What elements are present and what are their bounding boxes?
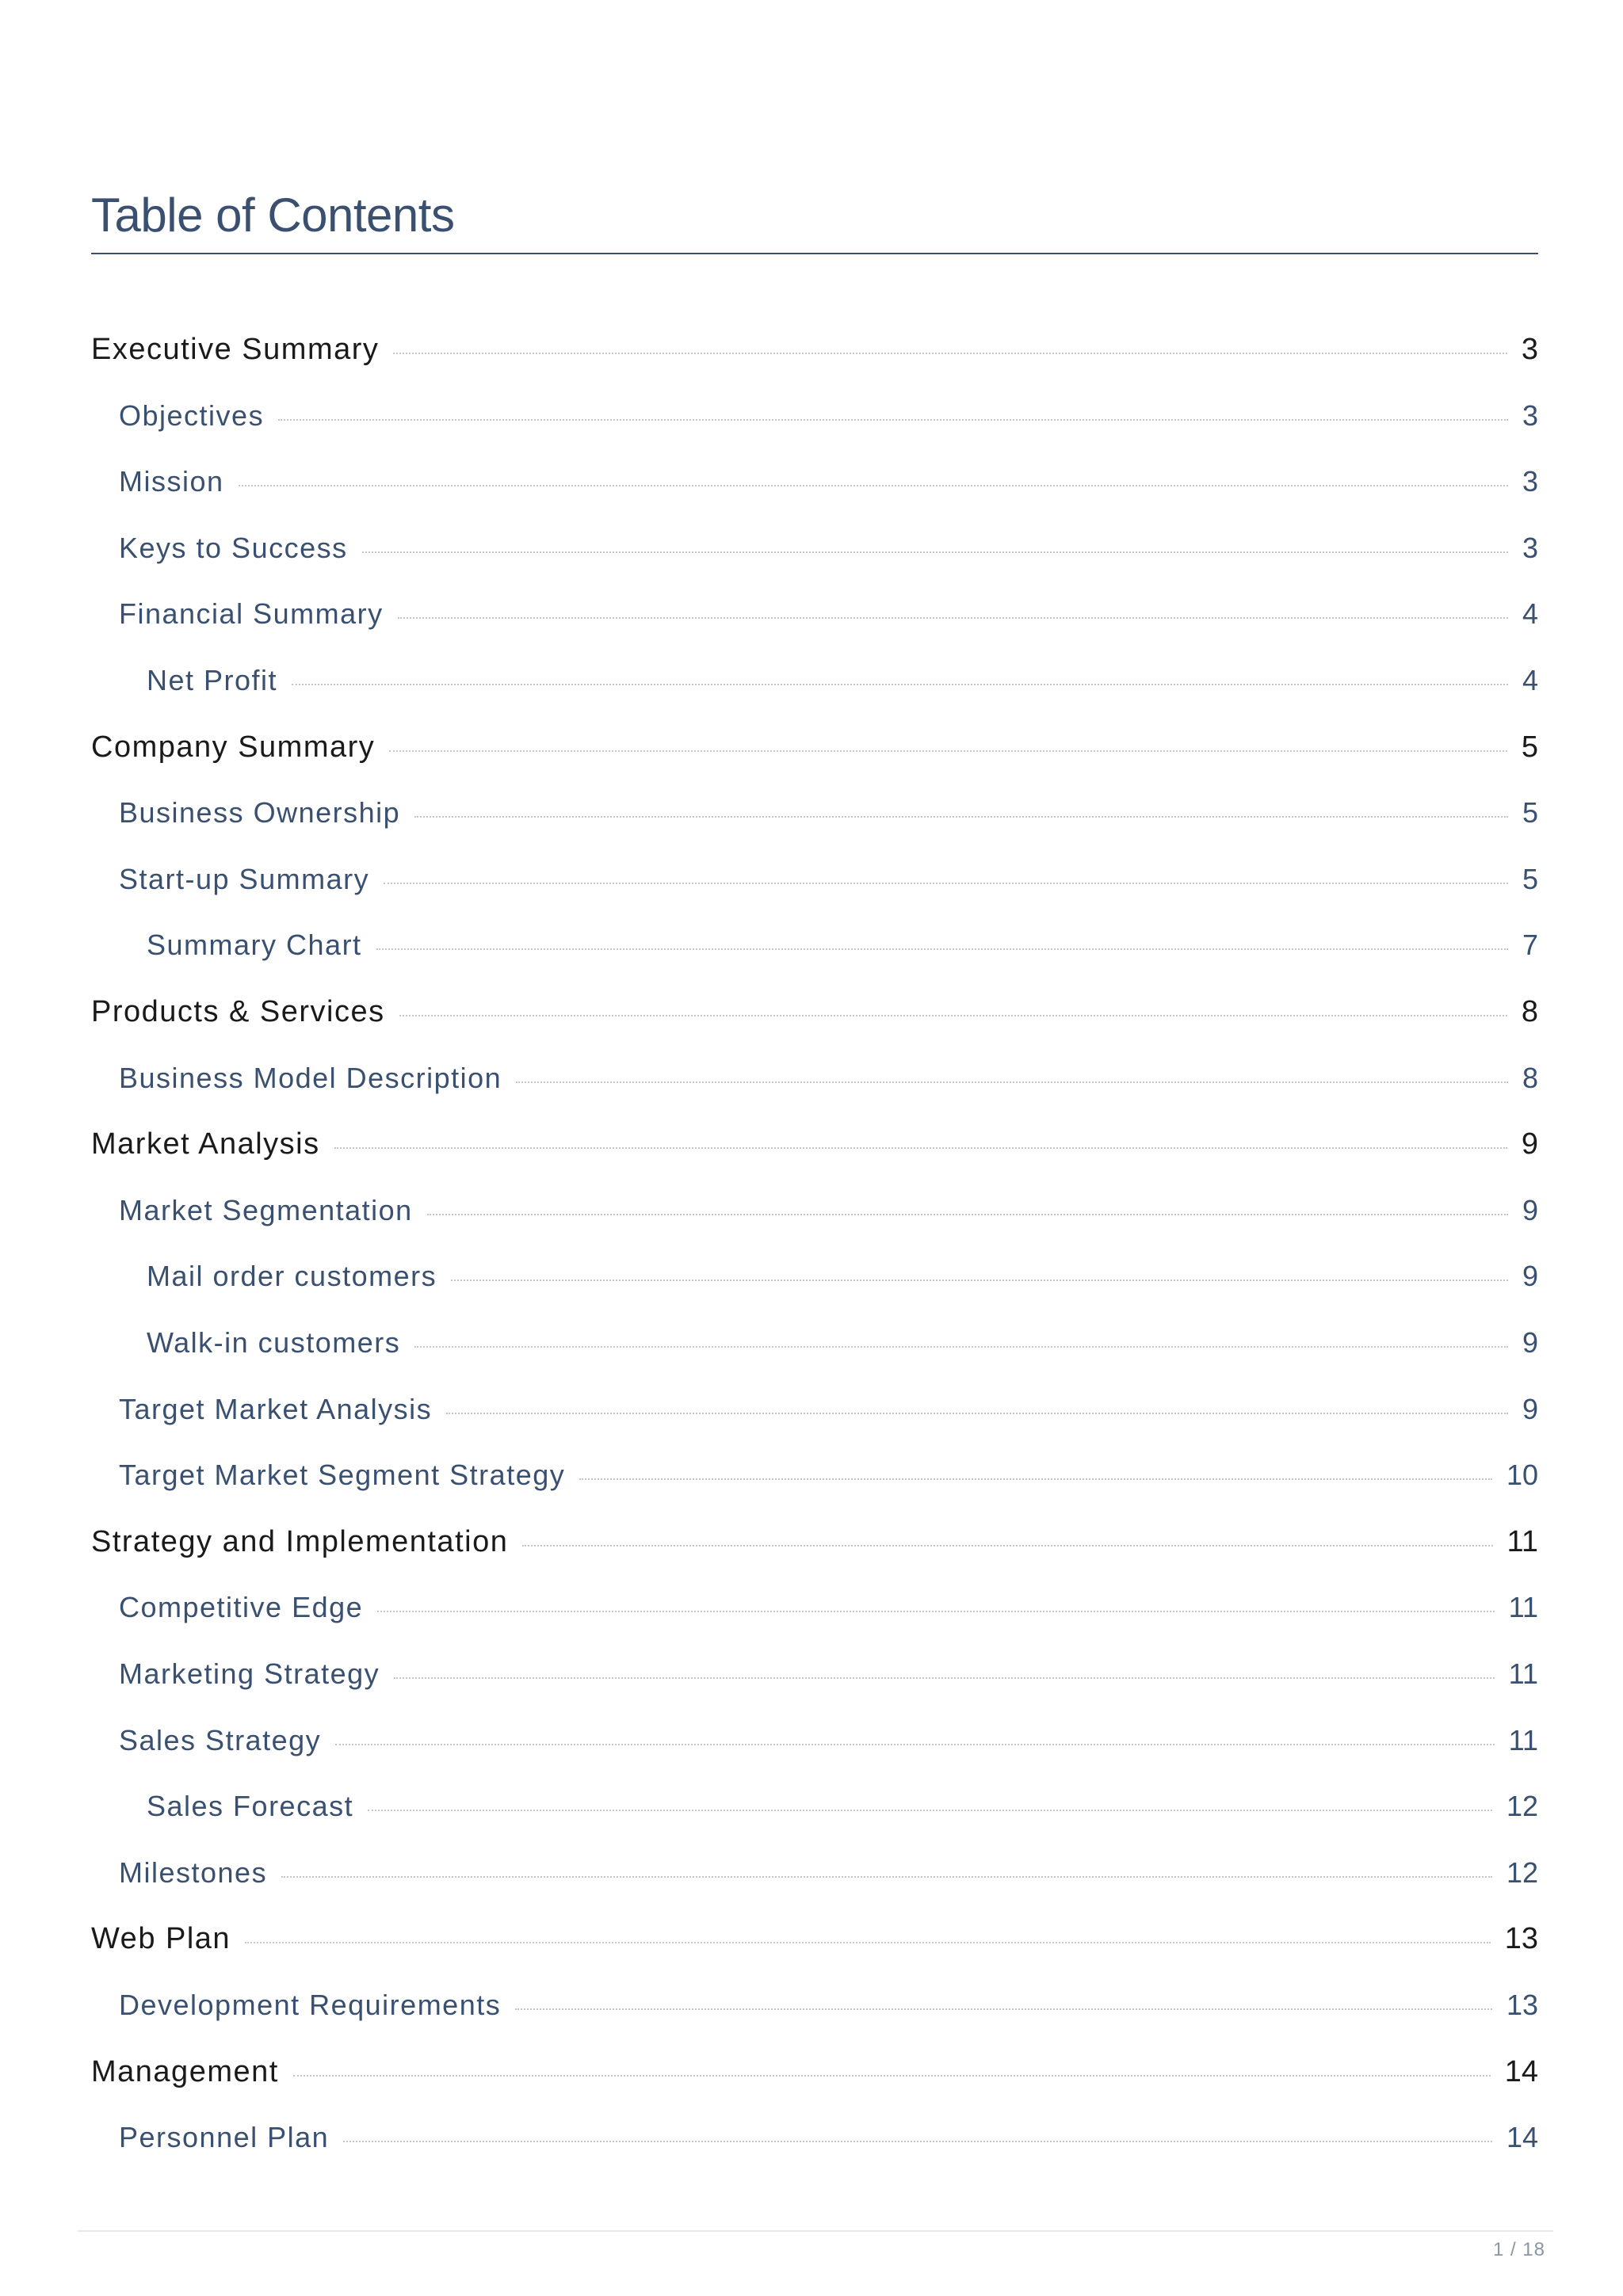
toc-entry[interactable] [0,1922,1623,1970]
toc-entry-row [91,333,1538,380]
toc-entry[interactable] [0,2121,1623,2168]
toc-entry-label[interactable]: Marketing Strategy [119,1657,380,1690]
toc-entry-row [119,597,1538,645]
toc-entry-label[interactable]: Web Plan [91,1922,231,1956]
toc-entry-row [119,1657,1538,1705]
toc-entry-page-number: 3 [1522,399,1538,432]
toc-entry-row [119,863,1538,910]
toc-entry-row [119,532,1538,579]
toc-entry-page-number: 12 [1506,1855,1538,1889]
toc-entry-page-number: 9 [1522,1392,1538,1425]
dot-leader [376,948,1508,950]
toc-entry[interactable] [0,1459,1623,1506]
dot-leader [414,1346,1508,1348]
toc-entry-label[interactable]: Keys to Success [119,531,348,564]
toc-entry-label[interactable]: Market Segmentation [119,1193,413,1226]
toc-entry-row [119,1194,1538,1241]
toc-entry-label[interactable]: Products & Services [91,995,385,1028]
toc-entry[interactable] [0,1127,1623,1175]
toc-entry-row [147,1326,1538,1374]
toc-entry-row [119,1856,1538,1904]
toc-entry[interactable] [0,1525,1623,1573]
toc-entry-label[interactable]: Strategy and Implementation [91,1524,509,1558]
toc-entry-page-number: 5 [1522,862,1538,895]
toc-entry-page-number: 8 [1521,995,1538,1028]
toc-entry-page-number: 8 [1522,1061,1538,1094]
dot-leader [239,485,1508,486]
toc-entry-page-number: 10 [1506,1459,1538,1492]
toc-entry-label[interactable]: Management [91,2054,279,2088]
toc-entry-page-number: 13 [1506,1989,1538,2021]
toc-entry[interactable] [0,597,1623,645]
toc-entry-label[interactable]: Financial Summary [119,597,384,631]
toc-entry-row [147,929,1538,976]
toc-entry-label[interactable]: Sales Forecast [147,1790,354,1823]
dot-leader [368,1810,1492,1811]
toc-entry-page-number: 4 [1522,664,1538,696]
toc-entry-row [119,1062,1538,1109]
toc-entry-label[interactable]: Business Model Description [119,1061,502,1094]
dot-leader [278,419,1508,421]
toc-entry-page-number: 9 [1521,1127,1538,1161]
toc-entry-row [91,730,1538,778]
toc-entry-row [119,796,1538,844]
toc-entry[interactable] [0,1260,1623,1307]
dot-leader [394,1677,1494,1679]
toc-entry[interactable] [0,1194,1623,1241]
footer-divider [78,2230,1553,2232]
toc-entry-page-number: 9 [1522,1193,1538,1226]
toc-entry-label[interactable]: Mission [119,465,224,498]
toc-entry-row [91,1922,1538,1970]
toc-entry-page-number: 14 [1506,2121,1538,2154]
toc-entry-page-number: 3 [1521,333,1538,366]
toc-entry-row [119,1459,1538,1506]
toc-entry-row [119,1393,1538,1440]
toc-entry[interactable] [0,1989,1623,2036]
toc-entry-page-number: 3 [1522,465,1538,498]
toc-entry-row [119,399,1538,447]
toc-entry-label[interactable]: Sales Strategy [119,1723,322,1756]
dot-leader [579,1478,1492,1480]
toc-entry[interactable] [0,2055,1623,2103]
toc-entry-page-number: 11 [1507,1524,1538,1558]
toc-entry-row [119,2121,1538,2168]
toc-entry-label[interactable]: Market Analysis [91,1127,320,1161]
dot-leader [398,617,1508,619]
dot-leader [515,2008,1492,2010]
toc-entry-label[interactable]: Walk-in customers [147,1326,401,1359]
toc-entry-label[interactable]: Personnel Plan [119,2121,330,2154]
toc-entry-row [119,1989,1538,2036]
toc-entry-page-number: 11 [1508,1591,1538,1624]
toc-entry-page-number: 3 [1522,531,1538,564]
dot-leader [399,1015,1507,1016]
toc-entry-label[interactable]: Mail order customers [147,1260,437,1293]
dot-leader [281,1876,1492,1878]
toc-entry-page-number: 9 [1522,1260,1538,1293]
toc-entry-label[interactable]: Target Market Analysis [119,1392,433,1425]
toc-entry-row [119,1591,1538,1638]
toc-entry[interactable] [0,1062,1623,1109]
dot-leader [377,1611,1494,1612]
toc-entry-label[interactable]: Target Market Segment Strategy [119,1459,566,1492]
toc-entry-label[interactable]: Summary Chart [147,929,362,962]
toc-entry-row [119,1724,1538,1772]
toc-entry-page-number: 7 [1522,929,1538,962]
toc-entry-row [147,664,1538,711]
toc-entry[interactable] [0,664,1623,711]
dot-leader [292,684,1508,685]
dot-leader [384,883,1508,884]
toc-entry-label[interactable]: Milestones [119,1855,268,1889]
toc-entry-label[interactable]: Development Requirements [119,1989,502,2021]
dot-leader [414,816,1508,818]
page-title: Table of Contents [91,189,455,242]
toc-entry[interactable] [0,1591,1623,1638]
toc-entry[interactable] [0,929,1623,976]
toc-entry[interactable] [0,1657,1623,1705]
toc-entry[interactable] [0,532,1623,579]
dot-leader [335,1744,1495,1745]
toc-entry-page-number: 5 [1521,730,1538,764]
dot-leader [334,1147,1507,1149]
toc-entry[interactable] [0,863,1623,910]
toc-entry-label[interactable]: Executive Summary [91,333,380,366]
toc-entry-page-number: 5 [1522,796,1538,830]
toc-entry-row [91,1525,1538,1573]
page-number: 1 / 18 [1492,2239,1545,2260]
toc-entry-label[interactable]: Objectives [119,399,265,432]
dot-leader [389,750,1507,752]
toc-entry-row [147,1790,1538,1837]
dot-leader [427,1214,1508,1215]
toc-entry-label[interactable]: Start-up Summary [119,862,370,895]
toc-entry-page-number: 11 [1508,1723,1538,1756]
toc-entry-row [91,995,1538,1043]
dot-leader [293,2075,1491,2077]
dot-leader [522,1545,1492,1547]
toc-entry[interactable] [0,1724,1623,1772]
toc-entry[interactable] [0,333,1623,380]
dot-leader [446,1413,1508,1414]
toc-entry[interactable] [0,399,1623,447]
toc-entry-page-number: 14 [1504,2054,1538,2088]
dot-leader [245,1942,1491,1943]
toc-entry-page-number: 12 [1506,1790,1538,1823]
toc-entry-row [147,1260,1538,1307]
toc-entry-label[interactable]: Competitive Edge [119,1591,364,1624]
toc-entry[interactable] [0,730,1623,778]
toc-entry-page-number: 13 [1504,1922,1538,1956]
toc-entry[interactable] [0,1856,1623,1904]
toc-entry[interactable] [0,1326,1623,1374]
toc-entry-label[interactable]: Net Profit [147,664,278,696]
dot-leader [343,2141,1492,2142]
dot-leader [516,1081,1508,1083]
toc-entry-label[interactable]: Business Ownership [119,796,401,830]
dot-leader [362,551,1508,553]
toc-entry[interactable] [0,995,1623,1043]
toc-entry-row [91,2055,1538,2103]
toc-entry-row [119,465,1538,513]
toc-entry-row [91,1127,1538,1175]
toc-entry[interactable] [0,1790,1623,1837]
toc-entry-page-number: 9 [1522,1326,1538,1359]
toc-entry[interactable] [0,465,1623,513]
toc-entry[interactable] [0,796,1623,844]
dot-leader [451,1280,1508,1281]
toc-entry-page-number: 4 [1522,597,1538,631]
toc-entry[interactable] [0,1393,1623,1440]
toc-entry-label[interactable]: Company Summary [91,730,376,764]
toc-entry-page-number: 11 [1508,1657,1538,1690]
title-divider [91,253,1538,254]
dot-leader [393,353,1507,354]
